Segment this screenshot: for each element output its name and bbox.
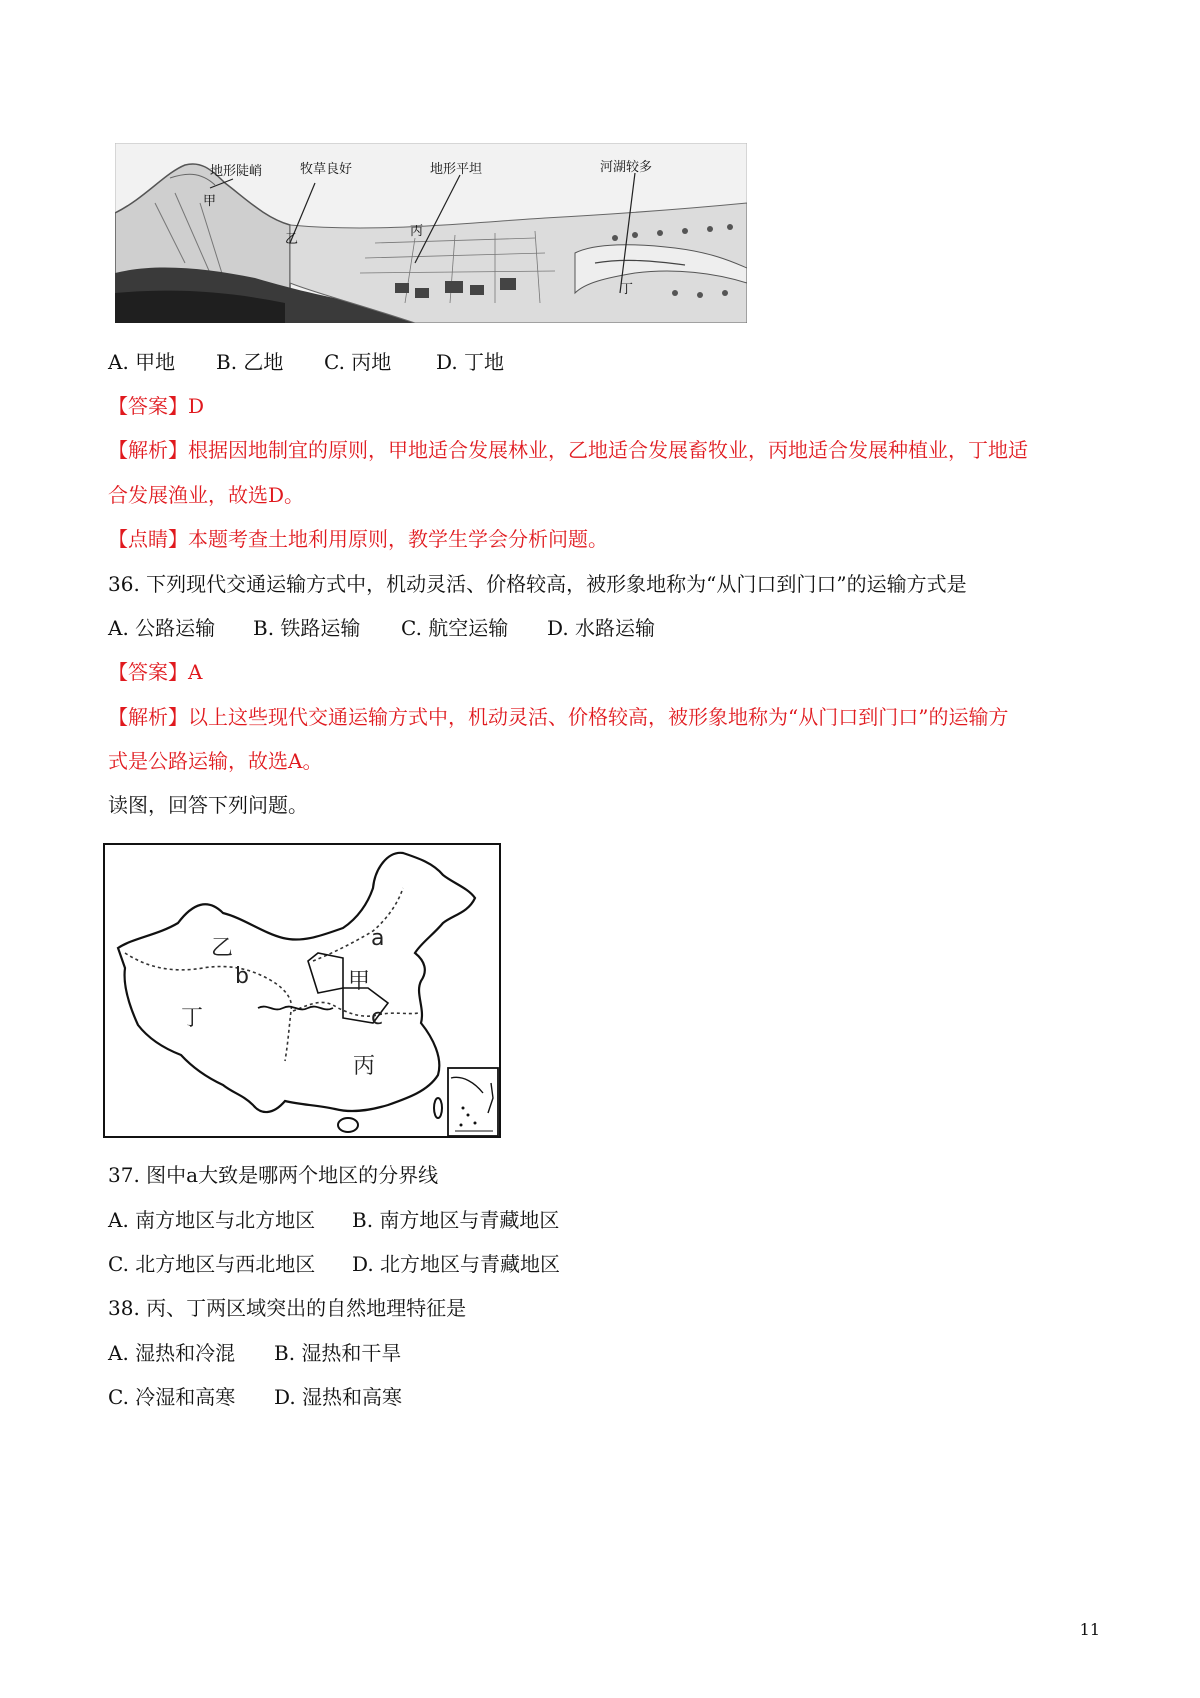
- q36-option-a: A. 公路运输: [108, 616, 216, 640]
- q35-answer: 【答案】D: [108, 394, 205, 418]
- q38-options-row1: [108, 1339, 401, 1367]
- q37-option-a: A. 南方地区与北方地区: [108, 1208, 316, 1232]
- landscape-figure: [115, 143, 747, 323]
- map-label-c: c: [371, 1005, 384, 1030]
- south-china-sea-inset: [448, 1068, 498, 1136]
- scene-mark-ding: 丁: [620, 282, 634, 297]
- q36-answer: 【答案】A: [108, 660, 203, 684]
- q38-stem: 38. 丙、丁两区域突出的自然地理特征是: [108, 1296, 467, 1320]
- q35-analysis-line1: 【解析】根据因地制宜的原则，甲地适合发展林业，乙地适合发展畜牧业，丙地适合发展种植业，丁地适: [108, 438, 1028, 462]
- scene-mark-jia: 甲: [203, 194, 217, 209]
- scene-label-flat: 地形平坦: [430, 162, 483, 177]
- q35-option-b: B. 乙地: [216, 350, 284, 374]
- q36-option-b: B. 铁路运输: [253, 616, 361, 640]
- q38-option-a: A. 湿热和冷混: [108, 1341, 236, 1365]
- china-map-figure: [103, 843, 501, 1138]
- q35-option-a: A. 甲地: [108, 350, 176, 374]
- q37-option-c: C. 北方地区与西北地区: [108, 1252, 316, 1276]
- q38-option-d: D. 湿热和高寒: [274, 1385, 403, 1409]
- map-label-b: b: [235, 964, 249, 989]
- q35-option-c: C. 丙地: [324, 350, 392, 374]
- q37-stem: 37. 图中a大致是哪两个地区的分界线: [108, 1163, 439, 1187]
- map-label-ding: 丁: [181, 1006, 204, 1031]
- q36-option-d: D. 水路运输: [547, 616, 656, 640]
- read-prompt: 读图，回答下列问题。: [108, 793, 308, 817]
- q36-options: [108, 614, 655, 642]
- q37-options-row1: [108, 1206, 559, 1234]
- q36-analysis-line2: 式是公路运输，故选A。: [108, 749, 323, 773]
- map-label-jia: 甲: [348, 969, 371, 994]
- q37-option-d: D. 北方地区与青藏地区: [352, 1252, 561, 1276]
- q35-comment: 【点睛】本题考查土地利用原则，教学生学会分析问题。: [108, 527, 608, 551]
- q38-option-b: B. 湿热和干旱: [274, 1341, 402, 1365]
- scene-label-pasture: 牧草良好: [300, 162, 353, 177]
- scene-label-steep: 地形陡峭: [210, 164, 263, 179]
- q36-stem: 36. 下列现代交通运输方式中，机动灵活、价格较高，被形象地称为“从门口到门口”的运输方式是: [108, 572, 967, 596]
- scene-mark-bing: 丙: [410, 224, 424, 239]
- q38-option-c: C. 冷湿和高寒: [108, 1385, 236, 1409]
- scene-mark-yi: 乙: [285, 232, 299, 247]
- map-label-a: a: [371, 926, 385, 951]
- q36-analysis-line1: 【解析】以上这些现代交通运输方式中，机动灵活、价格较高，被形象地称为“从门口到门口”的运输方: [108, 705, 1009, 729]
- q36-option-c: C. 航空运输: [401, 616, 509, 640]
- page-number: 11: [1079, 1620, 1100, 1639]
- map-label-bing: 丙: [353, 1054, 376, 1079]
- q35-options: [108, 348, 504, 376]
- q35-analysis-line2: 合发展渔业，故选D。: [108, 483, 305, 507]
- scene-label-rivers: 河湖较多: [600, 160, 653, 175]
- q37-options-row2: [108, 1250, 560, 1278]
- map-label-yi: 乙: [211, 936, 234, 961]
- q38-options-row2: [108, 1383, 402, 1411]
- q35-option-d: D. 丁地: [436, 350, 505, 374]
- q37-option-b: B. 南方地区与青藏地区: [352, 1208, 560, 1232]
